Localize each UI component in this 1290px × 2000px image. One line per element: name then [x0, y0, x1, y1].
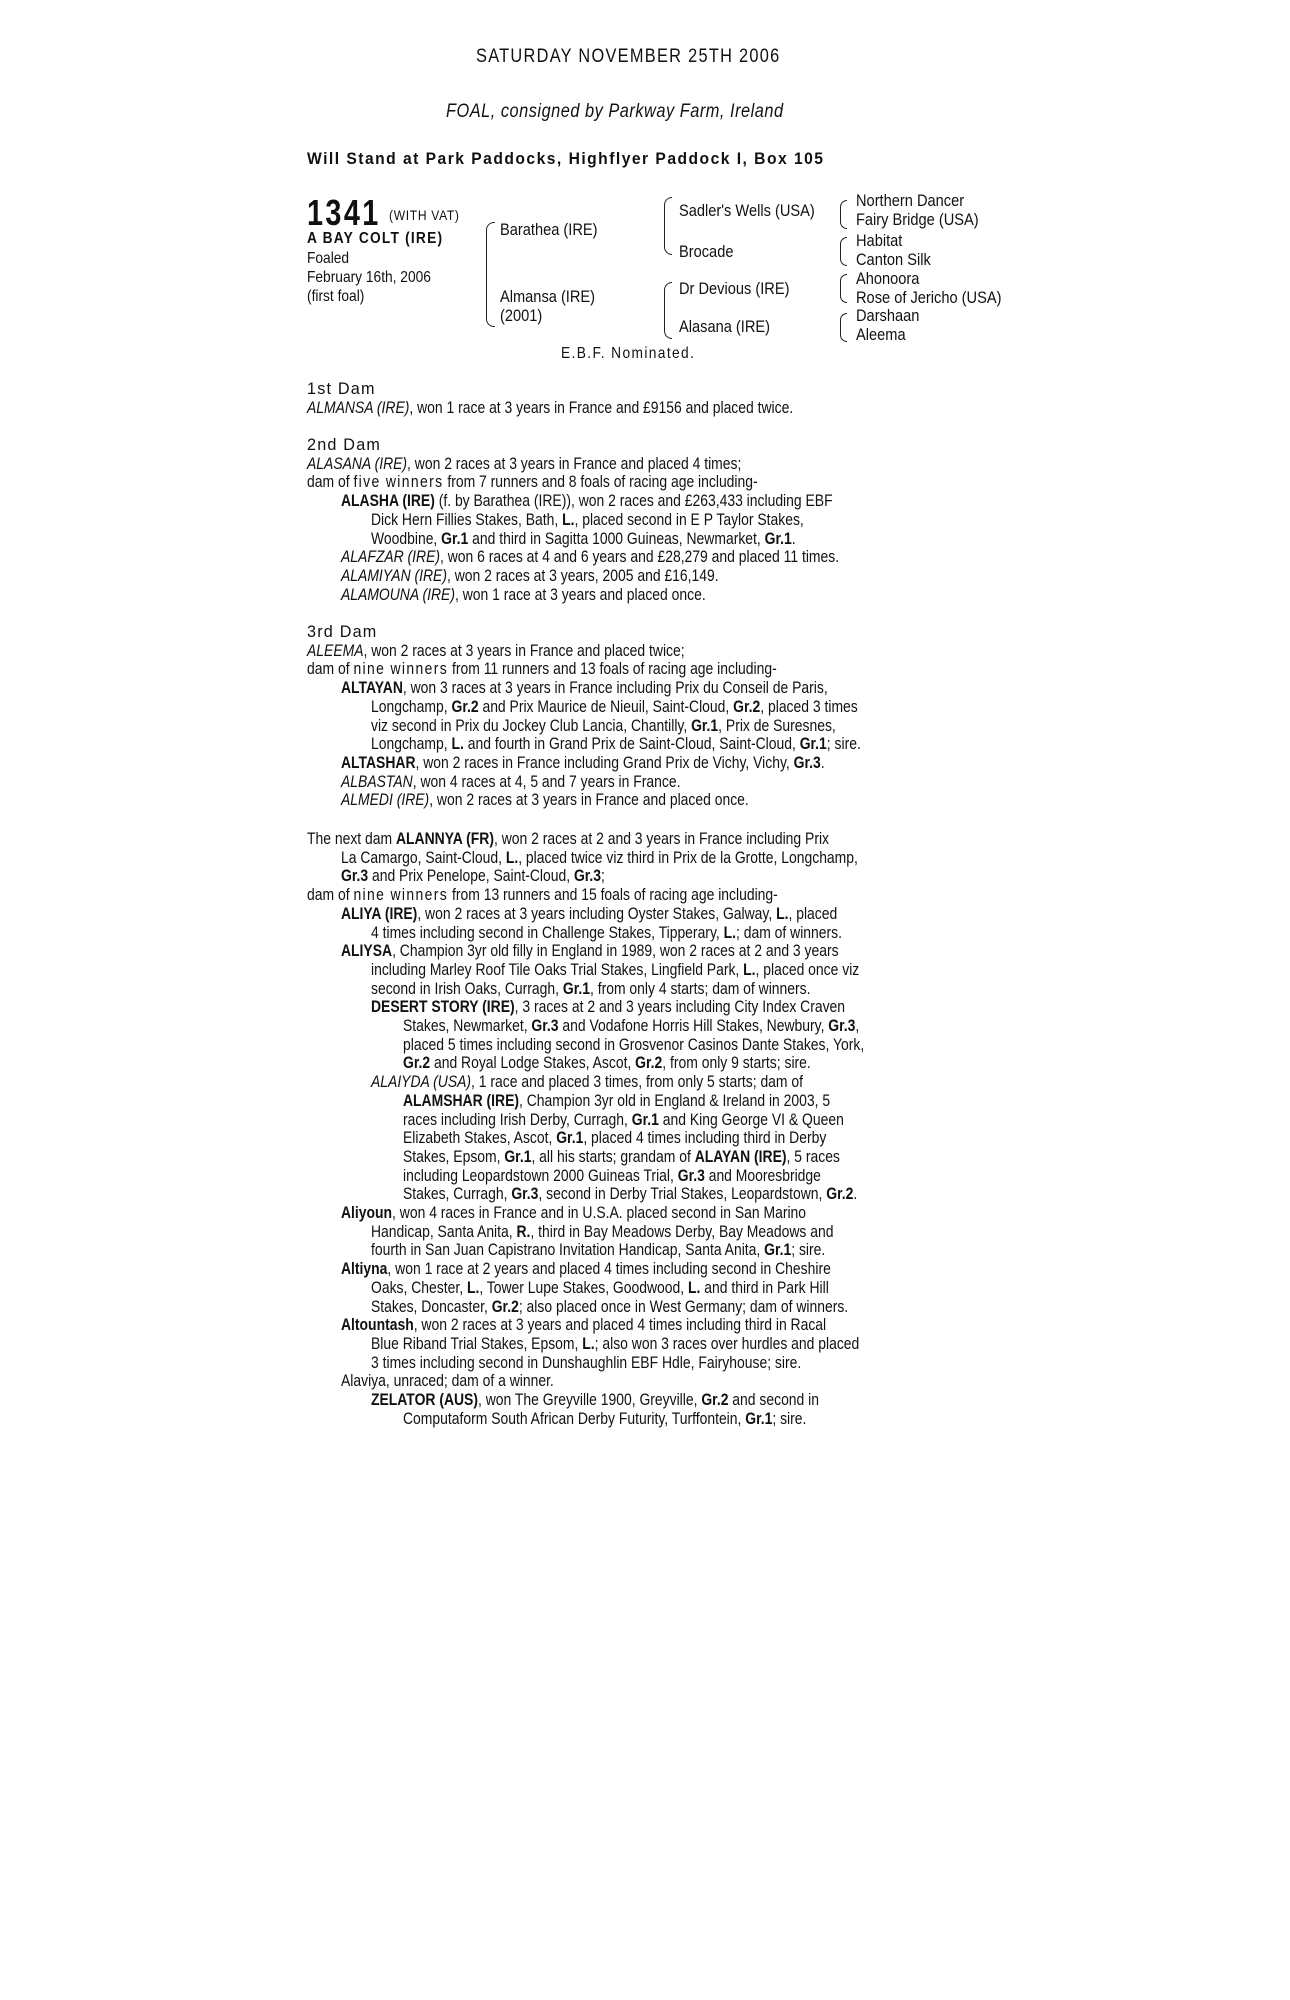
next-dam-produce: dam of nine winners from 13 runners and 15 foals of racing age including-: [307, 886, 778, 905]
foaled-date: February 16th, 2006: [307, 269, 431, 286]
pedigree-dam: Almansa (IRE): [500, 287, 596, 306]
stand-location: Will Stand at Park Paddocks, Highflyer Paddock I, Box 105: [307, 149, 825, 168]
first-dam-line: ALMANSA (IRE), won 1 race at 3 years in France and £9156 and placed twice.: [307, 398, 794, 417]
produce-alaviya: Alaviya, unraced; dam of a winner.: [341, 1372, 554, 1391]
consignment-line: FOAL, consigned by Parkway Farm, Ireland: [446, 101, 784, 122]
pedigree-dsd: Rose of Jericho (USA): [856, 288, 1002, 307]
pedigree-sire: Barathea (IRE): [500, 220, 598, 239]
second-dam-heading: 2nd Dam: [307, 436, 382, 454]
lot-number-row: [307, 192, 399, 234]
pedigree-dds: Darshaan: [856, 306, 920, 325]
produce-almedi: ALMEDI (IRE), won 2 races at 3 years in France and placed once.: [341, 791, 749, 810]
produce-alasha: ALASHA (IRE) (f. by Barathea (IRE)), won 2 races and £263,433 including EBF: [341, 492, 833, 511]
first-dam-section: [307, 380, 1027, 417]
second-dam-produce: dam of five winners from 7 runners and 8 foals of racing age including-: [307, 473, 758, 492]
produce-altountash: Altountash, won 2 races at 3 years and placed 4 times including third in Racal: [341, 1316, 827, 1335]
produce-alamiyan: ALAMIYAN (IRE), won 2 races at 3 years, 2005 and £16,149.: [341, 566, 719, 585]
next-dam-section: The next dam ALANNYA (FR), won 2 races at 2 and 3 years in France including Prix La Camargo, Saint-Cloud, L., placed twice viz third in Prix de la Grotte, Longchamp, Gr.3 and Prix Penelope, Saint-Cloud, Gr.3; dam of nine winners from 13 runners and 15 foals of racing age including- ALIYA (IRE), won 2 races at 3 years including Oyster Stakes, Galway, L., placed 4 times including second in Challenge Stakes, Tipperary, L.; dam of winners. ALIYSA, Champion 3yr old filly in England in 1989, won 2 races at 2 and 3 years including Marley Roof Tile Oaks Trial Stakes, Lingfield Park, L., placed once viz second in Irish Oaks, Curragh, Gr.1, from only 4 starts; dam of winners. DESERT STORY (IRE), 3 races at 2 and 3 years including City Index Craven Stakes, Newmarket, Gr.3 and Vodafone Horris Hill Stakes, Newbury, Gr.3, placed 5 times including second in Grosvenor Casinos Dante Stakes, York, Gr.2 and Royal Lodge Stakes, Ascot, Gr.2, from only 9 starts; sire. ALAIYDA (USA), 1 race and placed 3 times, from only 5 starts; dam of ALAMSHAR (IRE), Champion 3yr old in England & Ireland in 2003, 5 races including Irish Derby, Curragh, Gr.1 and King George VI & Queen Elizabeth Stakes, Ascot, Gr.1, placed 4 times including third in Derby Stakes, Epsom, Gr.1, all his starts; grandam of ALAYAN (IRE), 5 races including Leopardstown 2000 Guineas Trial, Gr.3 and Mooresbridge Stakes, Curragh, Gr.3, second in Derby Trial Stakes, Leopardstown, Gr.2. Aliyoun, won 4 races in France and in U.S.A. placed second in San Marino Handicap, Santa Anita, R., third in Bay Meadows Derby, Bay Meadows and fourth in San Juan Capistrano Invitation Handicap, Santa Anita, Gr.1; sire. Altiyna, won 1 race at 2 years and placed 4 times including second in Cheshire Oaks, Chester, L., Tower Lupe Stakes, Goodwood, L. and third in Park Hill Stakes, Doncaster, Gr.2; also placed once in West Germany; dam of winners. Altountash, won 2 races at 3 years and placed 4 times including third in Racal Blue Riband Trial Stakes, Epsom, L.; also won 3 races over hurdles and placed 3 times including second in Dunshaughlin EBF Hdle, Fairyhouse; sire. Alaviya, unraced; dam of a winner. ZELATOR (AUS), won The Greyville 1900, Greyville, Gr.2 and second in Computaform South African Derby Futurity, Turffontein, Gr.1; sire.: [307, 830, 1027, 1429]
dam-line-brace: [664, 282, 672, 339]
foal-note: (first foal): [307, 288, 365, 305]
third-dam-produce: dam of nine winners from 11 runners and 13 foals of racing age including-: [307, 660, 777, 679]
sire-line-brace: [664, 197, 672, 255]
produce-altashar: ALTASHAR, won 2 races in France including Grand Prix de Vichy, Vichy, Gr.3.: [341, 753, 825, 772]
ebf-nomination: E.B.F. Nominated.: [561, 345, 696, 362]
first-dam-heading: 1st Dam: [307, 380, 376, 398]
brace-sd: [840, 237, 847, 266]
second-dam-section: 2nd Dam ALASANA (IRE), won 2 races at 3 years in France and placed 4 times; dam of five winners from 7 runners and 8 foals of racing age including- ALASHA (IRE) (f. by Barathea (IRE)), won 2 races and £263,433 including EBF Dick Hern Fillies Stakes, Bath, L., placed second in E P Taylor Stakes, Woodbine, Gr.1 and third in Sagitta 1000 Guineas, Newmarket, Gr.1. ALAFZAR (IRE), won 6 races at 4 and 6 years and £28,279 and placed 11 times. ALAMIYAN (IRE), won 2 races at 3 years, 2005 and £16,149. ALAMOUNA (IRE), won 1 race at 3 years and placed once.: [307, 436, 1027, 604]
produce-zelator: ZELATOR (AUS), won The Greyville 1900, Greyville, Gr.2 and second in: [371, 1391, 820, 1410]
third-dam-section: 3rd Dam ALEEMA, won 2 races at 3 years in France and placed twice; dam of nine winners from 11 runners and 13 foals of racing age including- ALTAYAN, won 3 races at 3 years in France including Prix du Conseil de Paris, Longchamp, Gr.2 and Prix Maurice de Nieuil, Saint-Cloud, Gr.2, placed 3 times viz second in Prix du Jockey Club Lancia, Chantilly, Gr.1, Prix de Suresnes, Longchamp, L. and fourth in Grand Prix de Saint-Cloud, Saint-Cloud, Gr.1; sire. ALTASHAR, won 2 races in France including Grand Prix de Vichy, Vichy, Gr.3. ALBASTAN, won 4 races at 4, 5 and 7 years in France. ALMEDI (IRE), won 2 races at 3 years in France and placed once.: [307, 623, 1027, 810]
produce-alaiyda: ALAIYDA (USA), 1 race and placed 3 times, from only 5 starts; dam of: [371, 1073, 804, 1092]
pedigree-sdd: Canton Silk: [856, 250, 931, 269]
pedigree-ddd: Aleema: [856, 325, 906, 344]
pedigree-ds: Dr Devious (IRE): [679, 279, 790, 298]
foaled-label: Foaled: [307, 250, 350, 267]
produce-aliya: ALIYA (IRE), won 2 races at 3 years including Oyster Stakes, Galway, L., placed: [341, 904, 838, 923]
sale-date: SATURDAY NOVEMBER 25TH 2006: [476, 46, 781, 67]
sire-dam-brace: [486, 222, 495, 327]
lot-number: 1341: [307, 192, 381, 233]
pedigree-dss: Ahonoora: [856, 269, 920, 288]
brace-ds: [840, 274, 847, 303]
produce-aliysa: ALIYSA, Champion 3yr old filly in England in 1989, won 2 races at 2 and 3 years: [341, 942, 839, 961]
brace-dd: [840, 313, 847, 342]
produce-alafzar: ALAFZAR (IRE), won 6 races at 4 and 6 years and £28,279 and placed 11 times.: [341, 548, 840, 567]
pedigree-sds: Habitat: [856, 231, 903, 250]
lot-name: A BAY COLT (IRE): [307, 230, 444, 247]
brace-ss: [840, 200, 847, 229]
pedigree-sss: Northern Dancer: [856, 191, 965, 210]
pedigree-dd: Alasana (IRE): [679, 317, 771, 336]
third-dam-line: ALEEMA, won 2 races at 3 years in France and placed twice;: [307, 641, 685, 660]
second-dam-line: ALASANA (IRE), won 2 races at 3 years in France and placed 4 times;: [307, 454, 742, 473]
produce-alamouna: ALAMOUNA (IRE), won 1 race at 3 years and placed once.: [341, 585, 706, 604]
produce-altayan: ALTAYAN, won 3 races at 3 years in France including Prix du Conseil de Paris,: [341, 679, 828, 698]
next-dam-line: The next dam ALANNYA (FR), won 2 races at 2 and 3 years in France including Prix: [307, 830, 830, 848]
produce-desert-story: DESERT STORY (IRE), 3 races at 2 and 3 years including City Index Craven: [371, 998, 846, 1017]
produce-aliyoun: Aliyoun, won 4 races in France and in U.S.A. placed second in San Marino: [341, 1204, 807, 1223]
pedigree-dam-year: (2001): [500, 306, 543, 325]
produce-altiyna: Altiyna, won 1 race at 2 years and placed 4 times including second in Cheshire: [341, 1260, 831, 1279]
pedigree-ssd: Fairy Bridge (USA): [856, 210, 979, 229]
vat-note: (WITH VAT): [389, 207, 460, 223]
pedigree-ss: Sadler's Wells (USA): [679, 201, 815, 220]
third-dam-heading: 3rd Dam: [307, 623, 378, 641]
pedigree-sd: Brocade: [679, 242, 734, 261]
produce-albastan: ALBASTAN, won 4 races at 4, 5 and 7 years in France.: [341, 772, 681, 791]
